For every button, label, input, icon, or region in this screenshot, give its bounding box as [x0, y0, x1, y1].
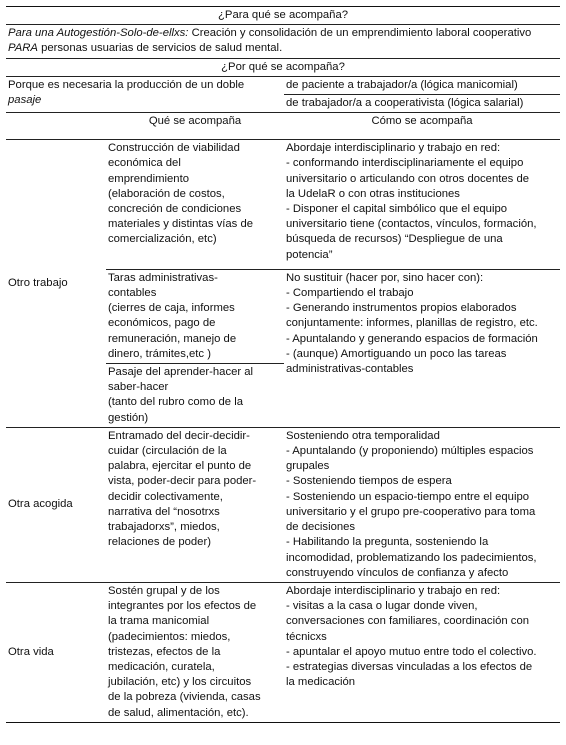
column-header-row	[6, 113, 560, 140]
q1-answer-end: personas usuarias de servicios de salud mental.	[37, 42, 283, 55]
section-label: Otro trabajo	[6, 140, 106, 428]
q1-heading: ¿Para qué se acompaña?	[6, 7, 560, 25]
que-cell: Taras administrativas- contables (cierres de caja, informes económicos, pago de remuneración, manejo de dinero, trámites,etc )	[106, 269, 284, 363]
q2-right-2: de trabajador/a a cooperativista (lógica salarial)	[286, 97, 524, 110]
section-otra-vida-row	[6, 582, 560, 722]
section-label: Otra acogida	[6, 427, 106, 582]
que-cell: Sostén grupal y de los integrantes por los efectos de la trama manicomial (padecimientos: miedos, tristezas, efectos de la medicación, curatela, jubilación, etc) y los circuitos de la pobreza (vivienda, casas de salud, alimentación, etc).	[106, 582, 284, 722]
q1-answer-row	[6, 25, 560, 58]
q1-answer-italic2: PARA	[8, 42, 38, 55]
que-cell: Construcción de viabilidad económica del emprendimiento (elaboración de costos, concreción de condiciones materiales y distintas vías de comercialización, etc)	[108, 142, 254, 246]
q2-heading: ¿Por qué se acompaña?	[6, 58, 560, 76]
que-cell: Entramado del decir-decidir- cuidar (circulación de la palabra, ejercitar el punto de vista, poder-decir para poder- decidir colectivamente, narrativa del “nosotrxs trabajadorxs”, miedos, relaciones de poder)	[106, 427, 284, 582]
q2-answer-row	[6, 76, 560, 112]
col-como: Cómo se acompaña	[284, 113, 560, 140]
como-cell: Abordaje interdisciplinario y trabajo en red: - conformando interdisciplinariamente el equipo universitario o articulando con otros docentes de la UdelaR o con otras instituciones - Disponer el capital simbólico que el equipo universitario tiene (contactos, vínculos, formación, búsqueda de recursos) “Despliegue de una potencia”	[286, 142, 537, 261]
q2-left	[6, 76, 284, 112]
como-cell: No sustituir (hacer por, sino hacer con): - Compartiendo el trabajo - Generando instrumentos propios elaborados conjuntamente: informes, planillas de registro, etc. - Apuntalando y generando espacios de formación - (aunque) Amortiguando un poco las tareas administrativas-contables	[284, 269, 560, 427]
q2-left-italic: pasaje	[8, 94, 42, 107]
q2-right	[284, 76, 560, 112]
q1-answer	[6, 25, 560, 58]
q2-left-text: Porque es necesaria la producción de un doble	[8, 78, 245, 91]
section-otro-trabajo-row-1	[6, 140, 560, 270]
section-label: Otra vida	[6, 582, 106, 722]
q2-row	[6, 58, 560, 76]
acompanamiento-table	[6, 6, 560, 723]
q1-answer-italic: Para una Autogestión-Solo-de-ellxs:	[8, 27, 189, 40]
como-cell: Abordaje interdisciplinario y trabajo en red: - visitas a la casa o lugar donde viven, conversaciones con familiares, coordinación con técnicxs - apuntalar el apoyo mutuo entre todo el colectivo. - estrategias diversas vinculadas a los efectos de la medicación	[284, 582, 560, 722]
q2-right-1: de paciente a trabajador/a (lógica manicomial)	[284, 77, 560, 95]
que-cell: Pasaje del aprender-hacer al saber-hacer (tanto del rubro como de la gestión)	[106, 364, 284, 428]
como-cell: Sosteniendo otra temporalidad - Apuntalando (y proponiendo) múltiples espacios grupales - Sosteniendo tiempos de espera - Sosteniendo un espacio-tiempo entre el equipo universitario y el grupo pre-cooperativo para toma de decisiones - Habilitando la pregunta, sosteniendo la incomodidad, problematizando los padecimientos, construyendo vínculos de confianza y afecto	[284, 427, 560, 582]
section-otra-acogida-row	[6, 427, 560, 582]
q1-row	[6, 7, 560, 25]
q1-answer-rest: Creación y consolidación de un emprendimiento laboral cooperativo	[188, 27, 532, 40]
col-que: Qué se acompaña	[106, 113, 284, 140]
document	[6, 6, 560, 723]
